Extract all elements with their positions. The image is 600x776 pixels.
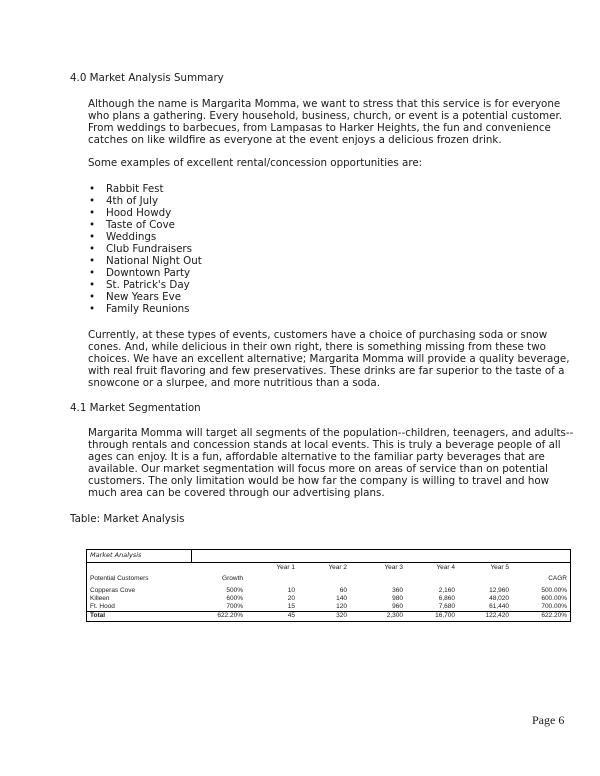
row-name: Killeen: [90, 595, 110, 602]
row-growth: 600%: [226, 595, 243, 602]
list-item-text: Family Reunions: [106, 303, 190, 315]
list-item: [88, 195, 202, 207]
section-heading-market-segmentation: 4.1 Market Segmentation: [70, 402, 201, 414]
list-item-text: New Years Eve: [106, 291, 182, 303]
row-year-value: 61,440: [489, 603, 509, 610]
total-year-value: 122,420: [485, 612, 509, 619]
list-item-text: National Night Out: [106, 255, 202, 267]
total-name: Total: [90, 612, 106, 619]
total-year-value: 16,700: [435, 612, 455, 619]
bullet-icon: •: [89, 267, 96, 279]
bullet-icon: •: [89, 207, 96, 219]
row-name: Copperas Cove: [90, 587, 136, 594]
list-item-text: Hood Howdy: [106, 207, 172, 219]
table-caption: Table: Market Analysis: [70, 513, 185, 525]
year-header: Year 1: [276, 564, 295, 571]
list-item: [88, 303, 202, 315]
bullet-icon: •: [89, 195, 96, 207]
alternatives-paragraph: Currently, at these types of events, customers have a choice of purchasing soda or snow cones. And, while delicious in their own right, there is something missing from these two choices. We have an excellent alternative; Margarita Momma will provide a quality beverage, with real fruit flavoring and few preservatives. These drinks are far superior to the taste of a snowcone or a slurpee, and more nutritious than a soda.: [88, 329, 570, 389]
list-item: [88, 231, 202, 243]
list-item-text: St. Patrick's Day: [106, 279, 190, 291]
list-item: [88, 255, 202, 267]
row-cagr: 500.00%: [541, 587, 567, 594]
row-year-value: 360: [392, 587, 403, 594]
row-year-value: 60: [339, 587, 347, 594]
bullet-icon: •: [89, 279, 96, 291]
list-item: [88, 279, 202, 291]
row-name: Ft. Hood: [90, 603, 115, 610]
row-growth: 700%: [226, 603, 243, 610]
total-year-value: 45: [287, 612, 295, 619]
list-item-text: Taste of Cove: [106, 219, 176, 231]
total-growth: 622.20%: [217, 612, 243, 619]
list-item-text: Rabbit Fest: [106, 183, 164, 195]
segmentation-paragraph: Margarita Momma will target all segments of the population--children, teenagers, and adults--through rentals and concession stands at local events. This is truly a beverage people of all ages can enjoy. It is a fun, affordable alternative to the familiar party beverages that are available. Our market segmentation will focus more on areas of service than on potential customers. The only limitation would be how far the company is willing to travel and how much area can be covered through our advertising plans.: [88, 427, 574, 499]
growth-label: Growth: [222, 575, 243, 582]
row-year-value: 980: [392, 595, 403, 602]
row-growth: 500%: [226, 587, 243, 594]
bullet-icon: •: [89, 291, 96, 303]
potential-customers-label: Potential Customers: [90, 575, 149, 582]
total-year-value: 2,300: [386, 612, 403, 619]
list-item: [88, 207, 202, 219]
list-item: [88, 267, 202, 279]
table-title: Market Analysis: [90, 551, 142, 559]
row-year-value: 12,960: [489, 587, 509, 594]
row-cagr: 600.00%: [541, 595, 567, 602]
list-item-text: 4th of July: [106, 195, 159, 207]
bullet-icon: •: [89, 303, 96, 315]
row-year-value: 48,020: [489, 595, 509, 602]
list-item-text: Club Fundraisers: [106, 243, 193, 255]
bullet-icon: •: [89, 231, 96, 243]
opportunities-list: [88, 183, 202, 315]
row-year-value: 2,160: [438, 587, 455, 594]
bullet-icon: •: [89, 219, 96, 231]
row-year-value: 10: [287, 587, 295, 594]
year-header: Year 2: [328, 564, 347, 571]
row-year-value: 15: [287, 603, 295, 610]
total-year-value: 320: [336, 612, 347, 619]
row-year-value: 960: [392, 603, 403, 610]
row-year-value: 120: [336, 603, 347, 610]
row-year-value: 6,860: [438, 595, 455, 602]
list-item-text: Weddings: [106, 231, 157, 243]
total-cagr: 622.20%: [541, 612, 567, 619]
table-title-row: [87, 550, 570, 563]
bullet-icon: •: [89, 183, 96, 195]
bullet-icon: •: [89, 243, 96, 255]
year-header: Year 3: [384, 564, 403, 571]
year-header: Year 5: [490, 564, 509, 571]
list-item: [88, 183, 202, 195]
row-year-value: 7,680: [438, 603, 455, 610]
row-year-value: 140: [336, 595, 347, 602]
cagr-label: CAGR: [548, 575, 567, 582]
examples-intro-paragraph: Some examples of excellent rental/concession opportunities are:: [88, 157, 423, 169]
list-item: [88, 243, 202, 255]
list-item: [88, 219, 202, 231]
list-item-text: Downtown Party: [106, 267, 191, 279]
page-number: Page 6: [532, 713, 565, 727]
row-year-value: 20: [287, 595, 295, 602]
list-item: [88, 291, 202, 303]
bullet-icon: •: [89, 255, 96, 267]
year-header: Year 4: [436, 564, 455, 571]
row-cagr: 700.00%: [541, 603, 567, 610]
table-title-divider: [191, 550, 192, 562]
market-analysis-table: [86, 549, 571, 622]
section-heading-market-analysis-summary: 4.0 Market Analysis Summary: [70, 72, 224, 84]
intro-paragraph: Although the name is Margarita Momma, we want to stress that this service is for everyone who plans a gathering. Every household, business, church, or event is a potential customer. From weddings to barbecues, from Lampasas to Harker Heights, the fun and convenience catches on like wildfire as everyone at the event enjoys a delicious frozen drink.: [88, 98, 563, 146]
